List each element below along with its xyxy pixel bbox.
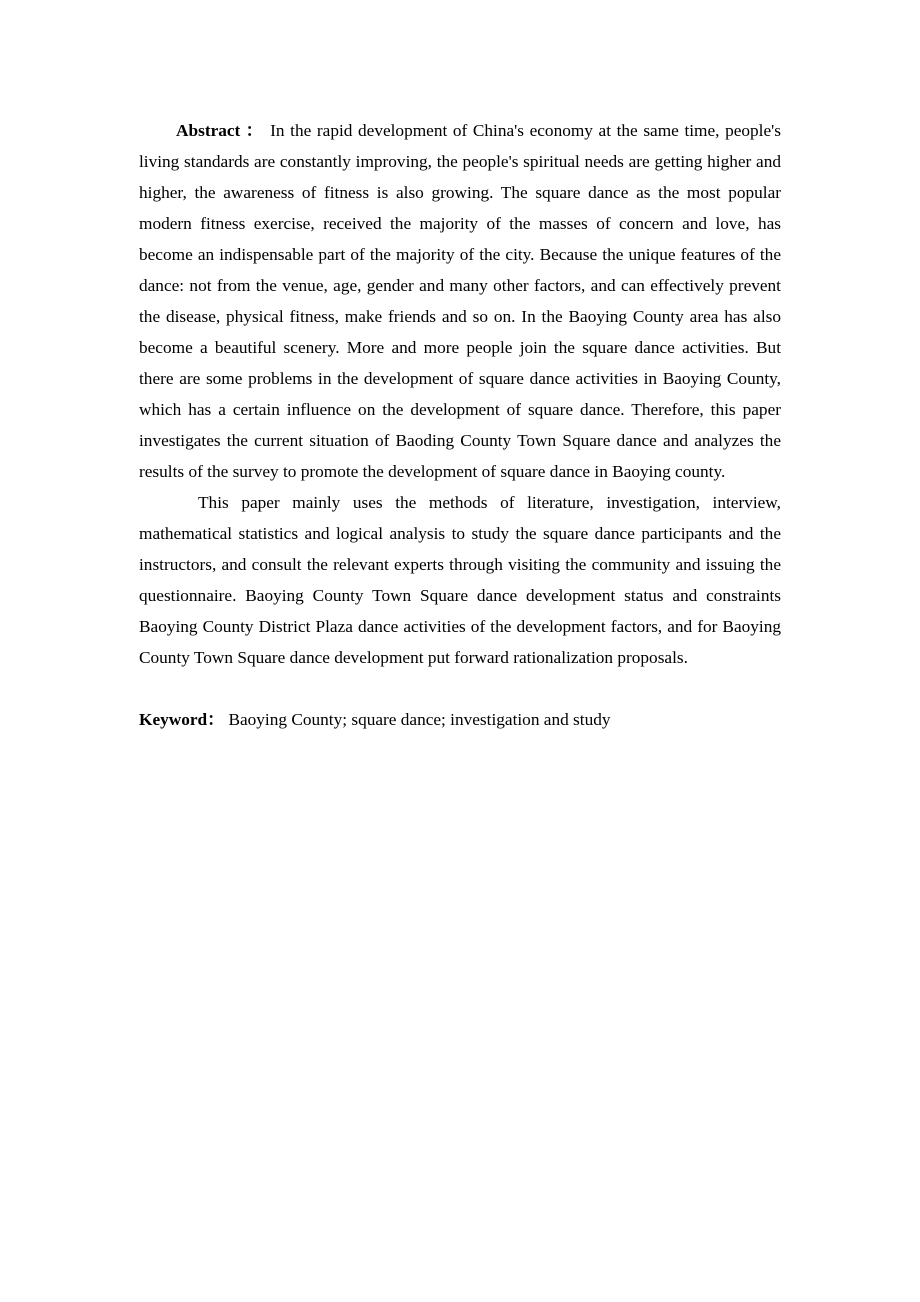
keyword-label: Keyword [139,710,208,729]
abstract-section [139,115,781,735]
abstract-paragraph [139,115,781,487]
abstract-colon: ： [244,121,265,140]
abstract-label: Abstract [176,121,241,140]
keyword-colon: ： [207,710,225,729]
abstract-text: In the rapid development of China's economy at the same time, people's living standards are constantly improving, the people's spiritual needs are getting higher and higher, the awareness of fitness is also growing. The square dance as the most popular modern fitness exercise, received the majority of the masses of concern and love, has become an indispensable part of the majority of the city. Because the unique features of the dance: not from the venue, age, gender and many other factors, and can effectively prevent the disease, physical fitness, make friends and so on. In the Baoying County area has also become a beautiful scenery. More and more people join the square dance activities. But there are some problems in the development of square dance activities in Baoying County, which has a certain influence on the development of square dance. Therefore, this paper investigates the current situation of Baoding County Town Square dance and analyzes the results of the survey to promote the development of square dance in Baoying county. [139,121,781,481]
methods-paragraph: This paper mainly uses the methods of literature, investigation, interview, mathematical statistics and logical analysis to study the square dance participants and the instructors, and consult the relevant experts through visiting the community and issuing the questionnaire. Baoying County Town Square dance development status and constraints Baoying County District Plaza dance activities of the development factors, and for Baoying County Town Square dance development put forward rationalization proposals. [139,493,781,667]
keyword-text: Baoying County; square dance; investigation and study [228,710,611,729]
keyword-line [139,704,781,735]
